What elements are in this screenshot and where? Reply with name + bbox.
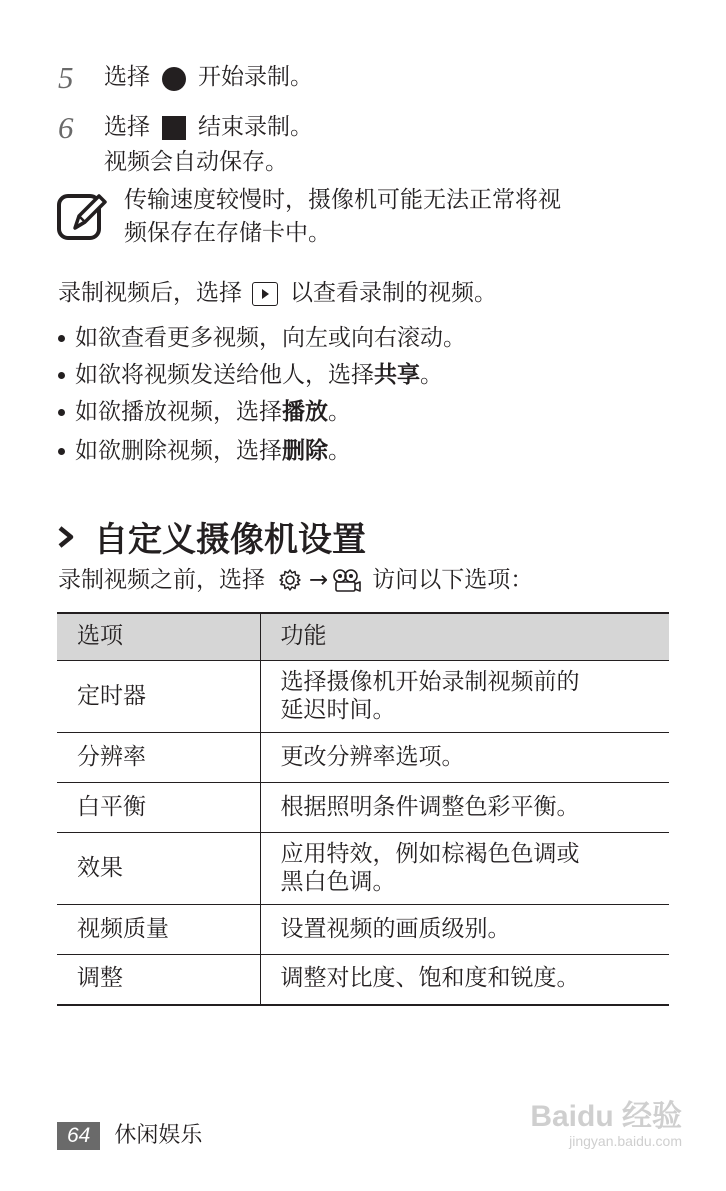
after-record-post: 以查看录制的视频。 [290, 279, 497, 306]
table-row [57, 733, 669, 783]
bullet-dot [58, 448, 65, 455]
function-cell: 根据照明条件调整色彩平衡。 [260, 783, 669, 833]
function-cell: 更改分辨率选项。 [260, 733, 669, 783]
step-number: 6 [58, 110, 74, 145]
bullet-item [58, 327, 466, 350]
camcorder-icon [332, 567, 362, 593]
option-cell: 分辨率 [57, 733, 260, 783]
table-header-row [57, 613, 669, 661]
intro-pre: 录制视频之前，选择 [58, 566, 265, 593]
step-text-pre: 选择 [104, 114, 150, 140]
page-number: 64 [57, 1122, 100, 1150]
bullet-text-end: 。 [420, 362, 443, 388]
option-cell: 视频质量 [57, 905, 260, 955]
table-row [57, 833, 669, 905]
function-cell [260, 833, 669, 905]
function-line: 应用特效，例如棕褐色色调或 [280, 840, 580, 867]
after-record-pre: 录制视频后，选择 [58, 279, 242, 306]
option-cell: 定时器 [57, 661, 260, 733]
stop-icon [162, 116, 186, 140]
bullet-text: 如欲查看更多视频，向左或向右滚动。 [75, 325, 466, 351]
bullet-dot [58, 372, 65, 379]
note-pencil-icon [57, 190, 109, 242]
bullet-item [58, 401, 351, 424]
step-number: 5 [58, 60, 74, 95]
bullet-bold-text: 删除 [282, 438, 328, 464]
table-row [57, 783, 669, 833]
function-line: 选择摄像机开始录制视频前的 [280, 668, 580, 695]
after-record-paragraph [58, 281, 497, 305]
bullet-text: 如欲播放视频，选择 [75, 399, 282, 425]
step-6 [58, 112, 313, 143]
section-heading [58, 512, 366, 561]
section-intro [58, 567, 533, 593]
table-row [57, 955, 669, 1005]
note-line-1: 传输速度较慢时，摄像机可能无法正常将视 [124, 187, 561, 213]
options-table [57, 612, 669, 1006]
step-text-pre: 选择 [104, 64, 150, 90]
options-table-wrap [57, 612, 669, 1006]
step-6-subtext: 视频会自动保存。 [104, 149, 288, 175]
baidu-watermark [530, 1100, 682, 1149]
bullet-text-end: 。 [328, 399, 351, 425]
option-cell: 效果 [57, 833, 260, 905]
record-icon [162, 67, 186, 91]
bullet-dot [58, 335, 65, 342]
function-cell: 调整对比度、饱和度和锐度。 [260, 955, 669, 1005]
bullet-text: 如欲将视频发送给他人，选择 [75, 362, 374, 388]
table-row [57, 661, 669, 733]
function-line: 延迟时间。 [280, 696, 396, 723]
step-text-post: 开始录制。 [198, 64, 313, 90]
option-cell: 调整 [57, 955, 260, 1005]
function-cell: 设置视频的画质级别。 [260, 905, 669, 955]
function-cell [260, 661, 669, 733]
step-text-post: 结束录制。 [198, 114, 313, 140]
page-footer [57, 1122, 202, 1150]
bullet-item [58, 440, 351, 463]
chevron-right-icon [58, 526, 74, 548]
step-5 [58, 62, 313, 93]
note-icon-box [57, 190, 109, 246]
chapter-name: 休闲娱乐 [114, 1123, 203, 1148]
column-header-function: 功能 [260, 613, 669, 661]
arrow-symbol: → [309, 566, 329, 593]
function-line: 黑白色调。 [280, 868, 396, 895]
note-line-2: 频保存在存储卡中。 [124, 220, 331, 246]
bullet-item [58, 364, 443, 387]
bullet-bold-text: 播放 [282, 399, 328, 425]
section-title: 自定义摄像机设置 [94, 520, 366, 560]
gear-icon [277, 567, 303, 593]
bullet-dot [58, 409, 65, 416]
play-icon [252, 282, 278, 306]
bullet-bold-text: 共享 [374, 362, 420, 388]
option-cell: 白平衡 [57, 783, 260, 833]
watermark-logo-text: Baidu 经验 [530, 1100, 682, 1133]
intro-post: 访问以下选项： [372, 566, 534, 593]
bullet-text: 如欲删除视频，选择 [75, 438, 282, 464]
column-header-option: 选项 [57, 613, 260, 661]
watermark-url: jingyan.baidu.com [569, 1133, 682, 1149]
bullet-text-end: 。 [328, 438, 351, 464]
table-row [57, 905, 669, 955]
